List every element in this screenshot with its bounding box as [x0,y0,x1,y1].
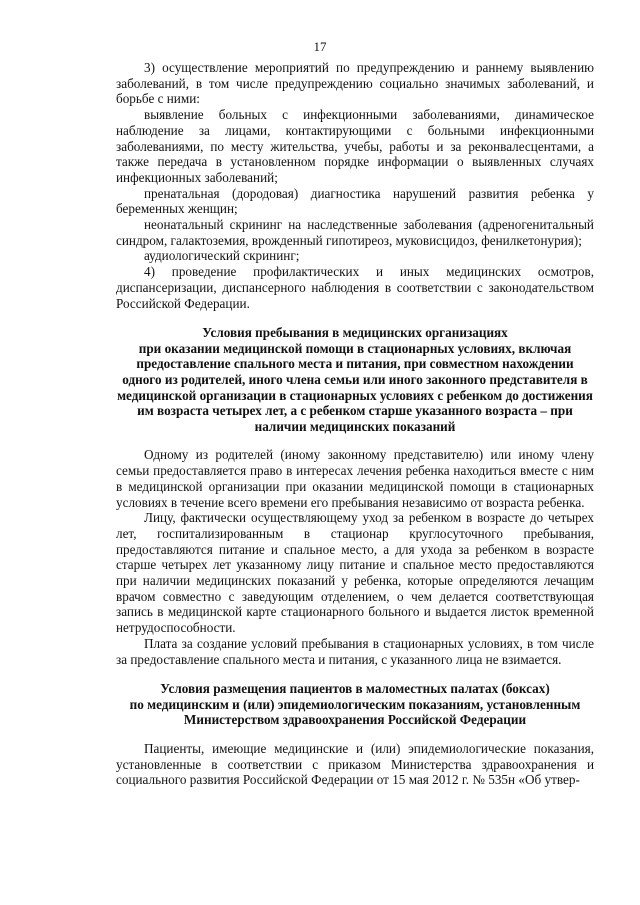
paragraph-neonatal-screening: неонатальный скрининг на наследственные заболевания (адреногенитальный синдром, галактоземия, врожденный гипотиреоз, муковисцидоз, фенилкетонурия); [116,217,594,248]
section-heading-stay-conditions: Условия пребывания в медицинских организациях [202,325,508,341]
paragraph-audiology-screening: аудиологический скрининг; [144,248,300,264]
paragraph-no-fee: Плата за создание условий пребывания в стационарных условиях, в том числе за предоставление спального места и питания, с указанного лица не взимается. [116,635,594,667]
section-heading-ward-placement-line3: Министерством здравоохранения Российской Федерации [183,712,527,728]
paragraph-prenatal-diagnostics: пренатальная (дородовая) диагностика нарушений развития ребенка у беременных женщин; [116,185,594,217]
section-heading-ward-placement: Условия размещения пациентов в маломестных палатах (боксах) [160,681,550,697]
paragraph-parent-right: Одному из родителей (иному законному представителю) или иному члену семьи предоставляется право в интересах лечения ребенка находиться вместе с ним в медицинской организации при оказании медицинской помощи в стационарных условиях в течение всего времени его пребывания независимо от возраста ребенка. [116,447,594,510]
paragraph-item-4: 4) проведение профилактических и иных медицинских осмотров, диспансеризации, диспансерного наблюдения в соответствии с законодательством Российской Федерации. [116,264,594,311]
paragraph-patients-indications: Пациенты, имеющие медицинские и (или) эпидемиологические показания, установленные в соответствии с приказом Министерства здравоохранения и социального развития Российской Федерации от 15 мая 2012 г. № 535н «Об утвер- [116,741,594,788]
section-heading-stay-conditions-detail: при оказании медицинской помощи в стационарных условиях, включая предоставление спального места и питания, при совместном нахождении одного из родителей, иного члена семьи или иного законного представителя в медицинской организации в стационарных условиях с ребенком до достижения им возраста четырех лет, а с ребенком старше указанного возраста – при наличии медицинских показаний [117,340,593,434]
section-heading-ward-placement-line2: по медицинским и (или) эпидемиологическим показаниям, установленным [129,696,581,712]
paragraph-infection-detection: выявление больных с инфекционными заболеваниями, динамическое наблюдение за лицами, контактирующими с больными инфекционными заболеваниями, по месту жительства, учебы, работы и за реконвалесцентами, а также передача в установленном порядке информации о выявленных случаях инфекционных заболеваний; [116,107,594,185]
paragraph-caregiver-provision: Лицу, фактически осуществляющему уход за ребенком в возрасте до четырех лет, госпитализированным в стационар круглосуточного пребывания, предоставляются питание и спальное место, а для ухода за ребенком в возрасте старше четырех лет указанному лицу питание и спальное место предоставляются при наличии медицинских показаний у ребенка, которые определяются лечащим врачом совместно с заведующим отделением, о чем делается соответствующая запись в медицинской карте стационарного больного и выдается листок временной нетрудоспособности. [116,510,594,636]
page-number: 17 [313,39,327,54]
paragraph-item-3: 3) осуществление мероприятий по предупреждению и раннему выявлению заболеваний, в том числе предупреждению социально значимых заболеваний, и борьбе с ними: [116,60,594,107]
page-content [116,60,594,788]
